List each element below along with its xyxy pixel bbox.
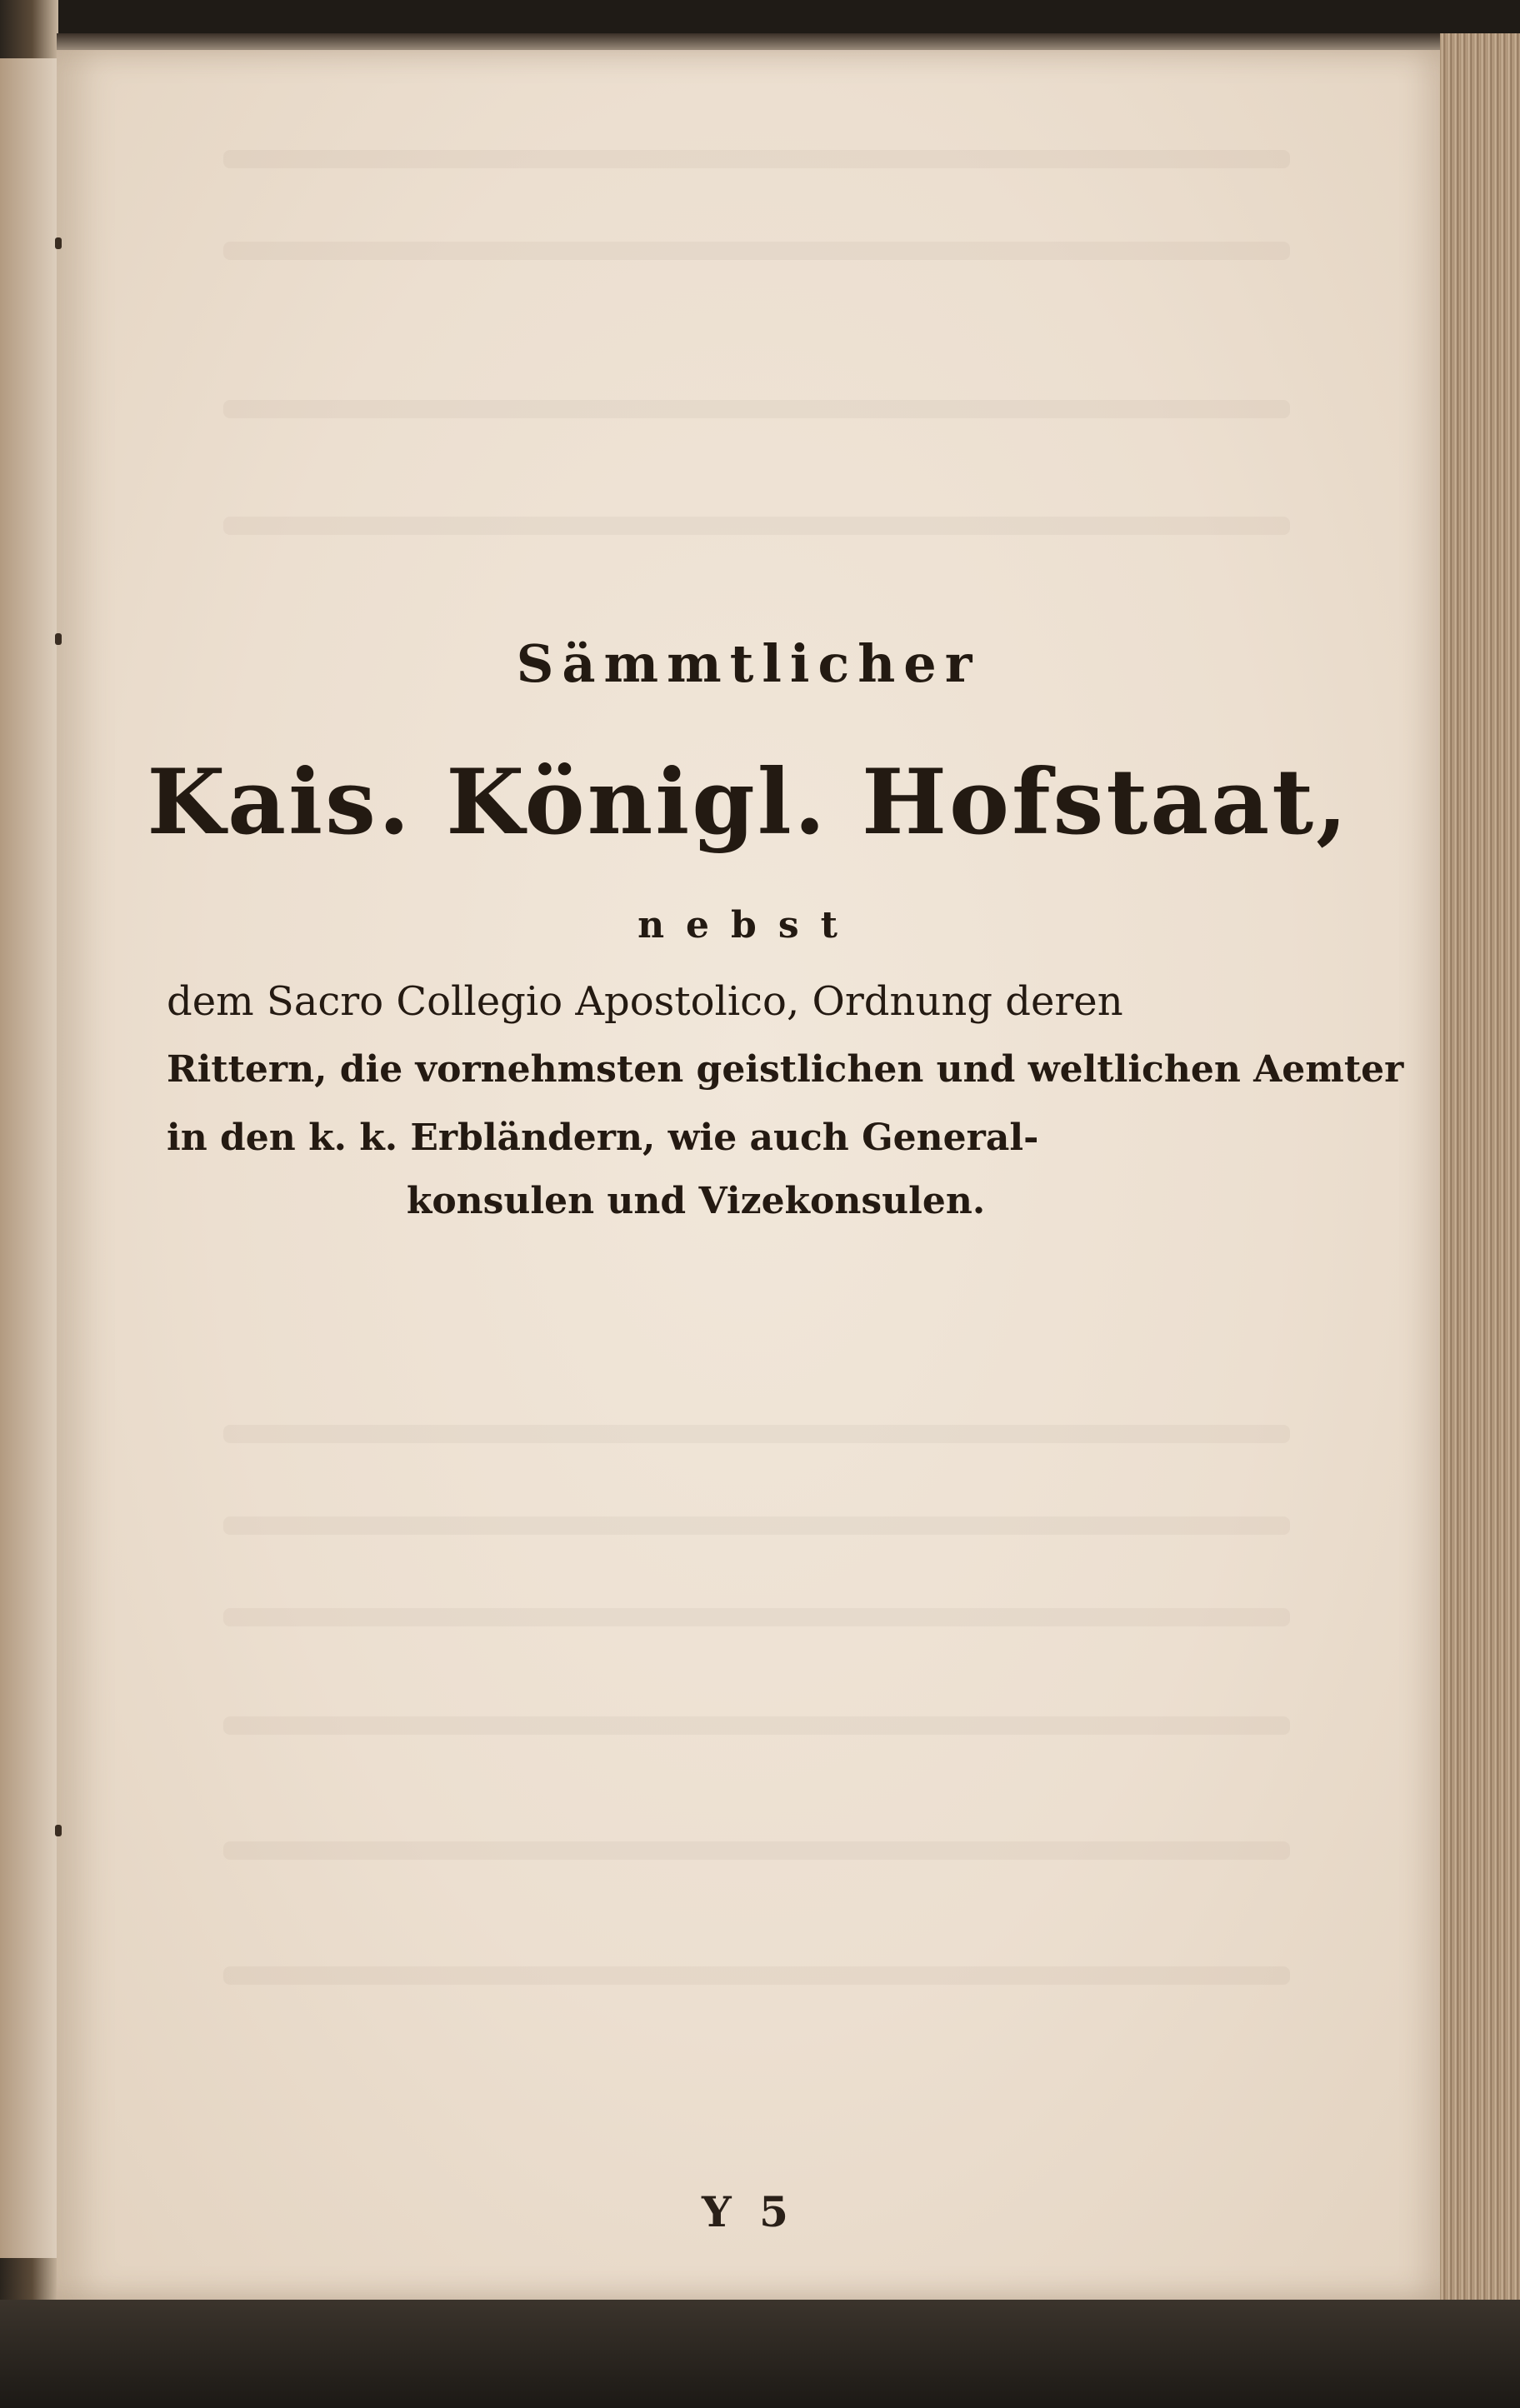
heading-saemmtlicher: Sämmtlicher — [516, 633, 981, 694]
body-line-1: dem Sacro Collegio Apostolico, Ordnung deren — [167, 978, 1123, 1025]
body-line-3: in den k. k. Erbländern, wie auch General- — [167, 1117, 1039, 1159]
binding-stitch — [55, 237, 62, 249]
heading-hofstaat: Kais. Königl. Hofstaat, — [147, 750, 1350, 855]
page-block-edges — [1440, 33, 1520, 2316]
binding-stitch — [55, 1825, 62, 1836]
body-line-2: Rittern, die vornehmsten geistlichen und weltlichen Aemter — [167, 1048, 1404, 1091]
connector-nebst: nebst — [638, 904, 859, 947]
book-page — [57, 50, 1440, 2300]
signature-mark: Y 5 — [702, 2187, 795, 2236]
book-bottom-edge — [0, 2300, 1520, 2408]
facing-page-edge — [0, 58, 65, 2258]
body-line-4: konsulen und Vizekonsulen. — [406, 1180, 986, 1222]
